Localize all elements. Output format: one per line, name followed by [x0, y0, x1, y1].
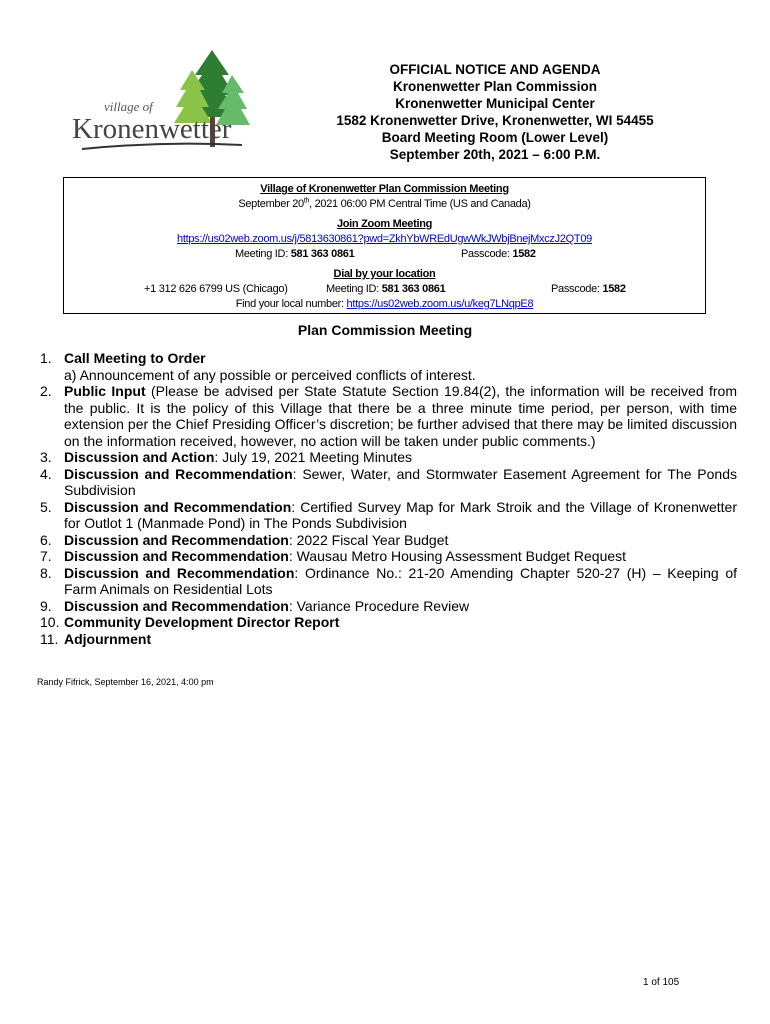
- agenda-item: 11. Adjournment: [40, 630, 152, 647]
- logo-main-text: Kronenwetter: [72, 113, 232, 145]
- agenda-item: 9. Discussion and Recommendation: Variance Procedure Review: [40, 597, 470, 614]
- agenda-item: 5. Discussion and Recommendation: Certified Survey Map for Mark Stroik and the Village of Kronenwetter for Outlot 1 (Manmade Pond) in The Ponds Subdivision: [40, 498, 737, 531]
- agenda-list: [40, 350, 737, 647]
- passcode: Passcode: 1582: [461, 248, 536, 260]
- header-line: Kronenwetter Municipal Center: [395, 96, 595, 111]
- header-line: Board Meeting Room (Lower Level): [381, 130, 609, 145]
- dial-by-location-label: Dial by your location: [333, 268, 436, 280]
- zoom-meeting-date: September 20th, 2021 06:00 PM Central Time (US and Canada): [238, 197, 531, 210]
- section-title: Plan Commission Meeting: [297, 322, 473, 338]
- local-number-line: Find your local number: https://us02web.zoom.us/u/keg7LNqpE8: [235, 298, 534, 310]
- agenda-item: 10. Community Development Director Report: [40, 614, 340, 630]
- agenda-item: 3. Discussion and Action: July 19, 2021 Meeting Minutes: [40, 449, 413, 465]
- author-note: Randy Fifrick, September 16, 2021, 4:00 pm: [37, 677, 214, 687]
- join-zoom-label: Join Zoom Meeting: [336, 218, 433, 230]
- agenda-item: 4. Discussion and Recommendation: Sewer, Water, and Stormwater Easement Agreement for The Ponds Subdivision: [40, 465, 737, 498]
- header-line: Kronenwetter Plan Commission: [392, 79, 598, 94]
- local-number-link[interactable]: https://us02web.zoom.us/u/keg7LNqpE8: [346, 298, 534, 310]
- zoom-info-box: [63, 177, 706, 314]
- meeting-id: Meeting ID: 581 363 0861: [235, 248, 355, 260]
- agenda-item: 1. Call Meeting to Order a) Announcement of any possible or perceived conflicts of interest.: [40, 350, 476, 383]
- dial-meeting-id: Meeting ID: 581 363 0861: [326, 283, 446, 295]
- dial-phone-number: +1 312 626 6799 US (Chicago): [144, 283, 288, 295]
- header-line: 1582 Kronenwetter Drive, Kronenwetter, WI 54455: [336, 113, 654, 128]
- agenda-item: 7. Discussion and Recommendation: Wausau Metro Housing Assessment Budget Request: [40, 548, 627, 564]
- agenda-item: 2. Public Input (Please be advised per State Statute Section 19.84(2), the information will be received from the public. It is the policy of this Village that there be a three minute time period, per person, with time extension per the Chief Presiding Officer’s discretion; be further advised that there may be limited discussion on the information received, however, no action will be taken under public comments.): [40, 383, 737, 449]
- dial-passcode: Passcode: 1582: [551, 283, 626, 295]
- join-zoom-link[interactable]: https://us02web.zoom.us/j/5813630861?pwd=ZkhYbWREdUgwWkJWbjBnejMxczJ2QT09: [177, 233, 592, 245]
- page-number: 1 of 105: [643, 977, 680, 988]
- agenda-item: 6. Discussion and Recommendation: 2022 Fiscal Year Budget: [40, 531, 449, 548]
- village-logo: [62, 45, 252, 165]
- agenda-item: 8. Discussion and Recommendation: Ordinance No.: 21-20 Amending Chapter 520-27 (H) – Keeping of Farm Animals on Residential Lots: [40, 564, 737, 597]
- header-line: September 20th, 2021 – 6:00 P.M.: [389, 147, 601, 162]
- zoom-meeting-title: Village of Kronenwetter Plan Commission Meeting: [260, 183, 509, 195]
- logo-small-text: village of: [104, 99, 153, 114]
- header-line: OFFICIAL NOTICE AND AGENDA: [389, 62, 601, 77]
- notice-header: [290, 61, 700, 163]
